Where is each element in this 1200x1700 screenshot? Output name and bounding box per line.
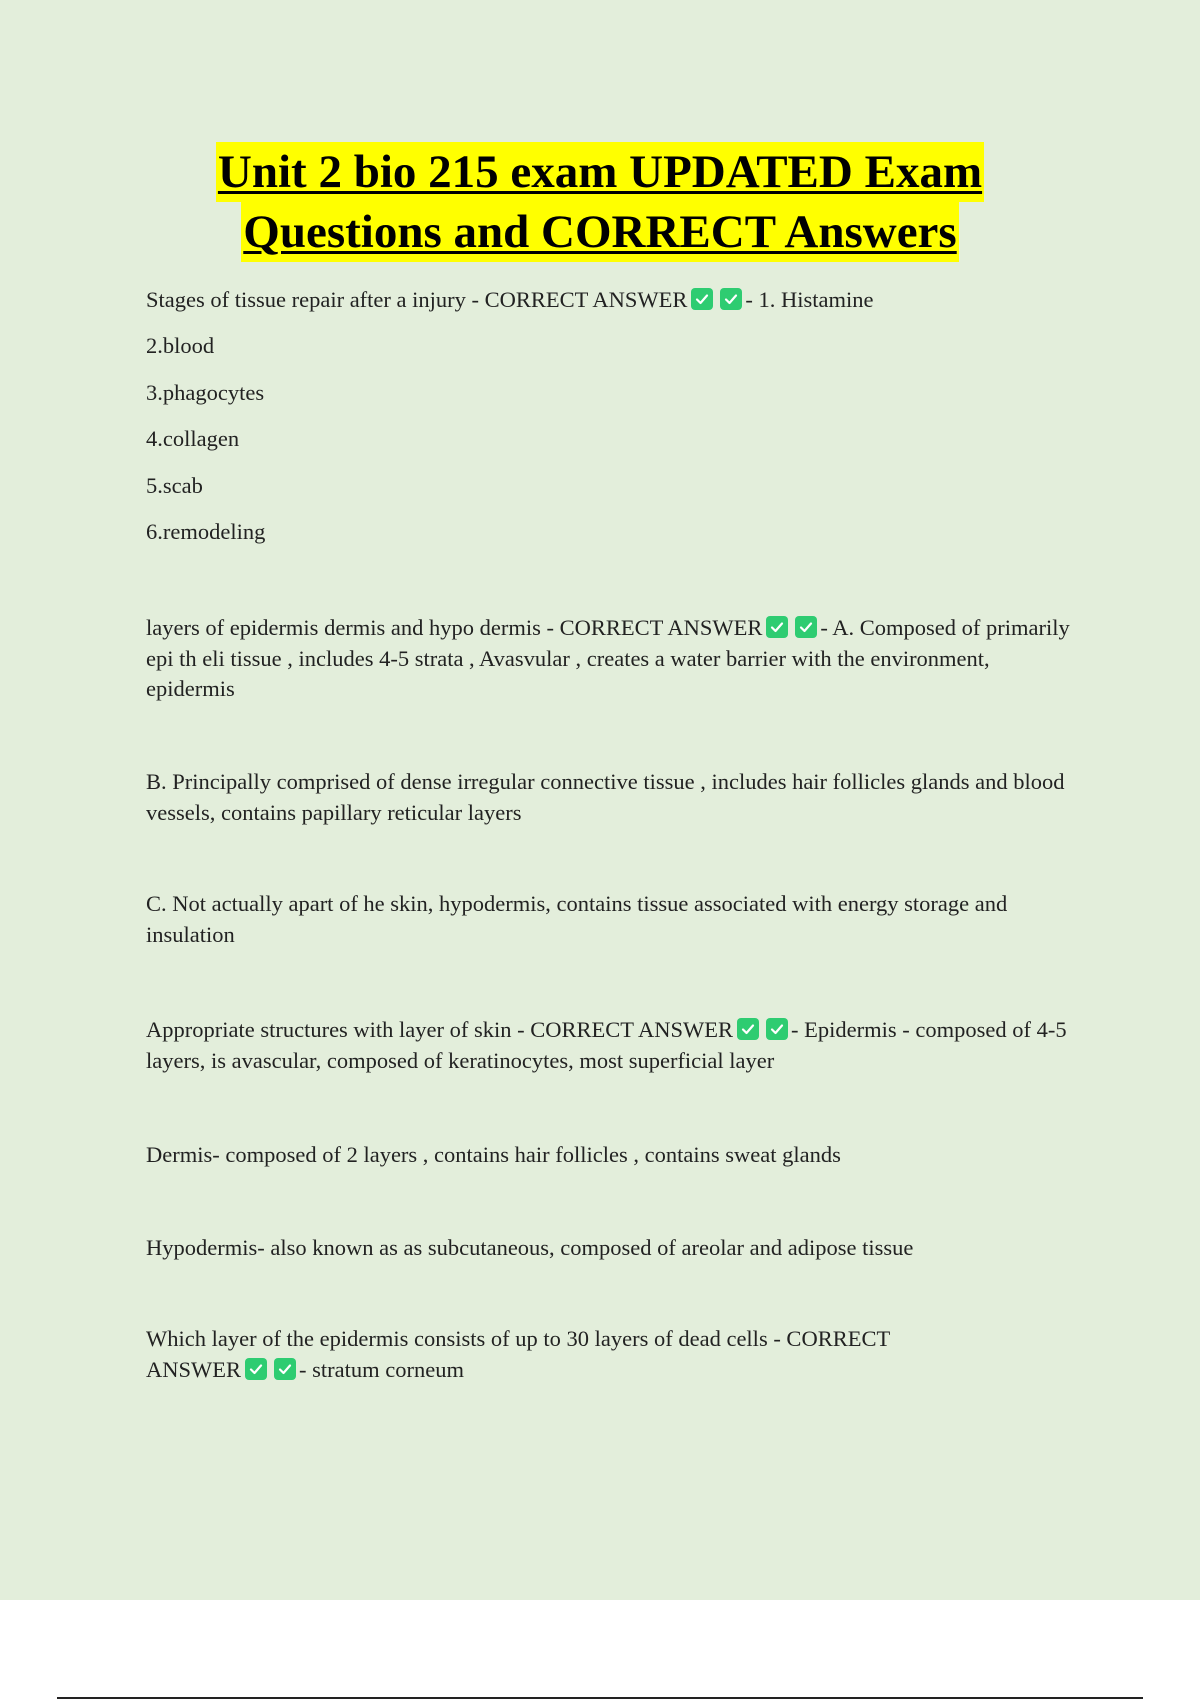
answer-item: 5.scab [146, 473, 203, 498]
answer-2-part-b: B. Principally comprised of dense irregular connective tissue , includes hair follicles glands and blood vessels, contains papillary reticular layers [146, 769, 1065, 825]
title-line-1: Unit 2 bio 215 exam UPDATED Exam [216, 142, 984, 202]
question-2-text: layers of epidermis dermis and hypo dermis - CORRECT ANSWER [146, 615, 763, 640]
check-mark-icon [720, 288, 742, 310]
question-3-text: Appropriate structures with layer of skin - CORRECT ANSWER [146, 1017, 734, 1042]
question-1 [146, 284, 873, 315]
answer-4-text: - stratum corneum [299, 1356, 464, 1382]
check-mark-icon [737, 1018, 759, 1040]
question-4 [146, 1324, 976, 1385]
question-3 [146, 1015, 1081, 1076]
answer-item: 6.remodeling [146, 519, 266, 544]
document-title [0, 142, 1200, 262]
answer-item: 3.phagocytes [146, 380, 265, 405]
answer-2-text: - A. Composed of primarily epi th eli tissue , includes 4-5 strata , Avasvular , creates a water barrier with the environment, epidermis [146, 615, 1070, 701]
answer-item: 2.blood [146, 333, 215, 358]
answer-item: 4.collagen [146, 426, 240, 451]
check-mark-icon [691, 288, 713, 310]
check-mark-icon [766, 1018, 788, 1040]
question-2 [146, 613, 1081, 705]
check-mark-icon [766, 616, 788, 638]
footer-divider [57, 1697, 1143, 1699]
check-mark-icon [245, 1358, 267, 1380]
title-line-2: Questions and CORRECT Answers [241, 202, 958, 262]
answer-1-first: - 1. Histamine [745, 287, 874, 312]
answer-3-dermis: Dermis- composed of 2 layers , contains hair follicles , contains sweat glands [146, 1142, 841, 1167]
answer-3-hypodermis: Hypodermis- also known as as subcutaneous, composed of areolar and adipose tissue [146, 1235, 914, 1260]
check-mark-icon [274, 1358, 296, 1380]
question-4-text: Which layer of the epidermis consists of up to 30 layers of dead cells - CORRECT ANSWER [146, 1326, 890, 1382]
check-mark-icon [795, 616, 817, 638]
answer-2-part-c: C. Not actually apart of he skin, hypodermis, contains tissue associated with energy storage and insulation [146, 891, 1008, 947]
answer-3-text: - Epidermis - composed of 4-5 layers, is avascular, composed of keratinocytes, most superficial layer [146, 1017, 1067, 1073]
question-1-text: Stages of tissue repair after a injury - CORRECT ANSWER [146, 287, 688, 312]
